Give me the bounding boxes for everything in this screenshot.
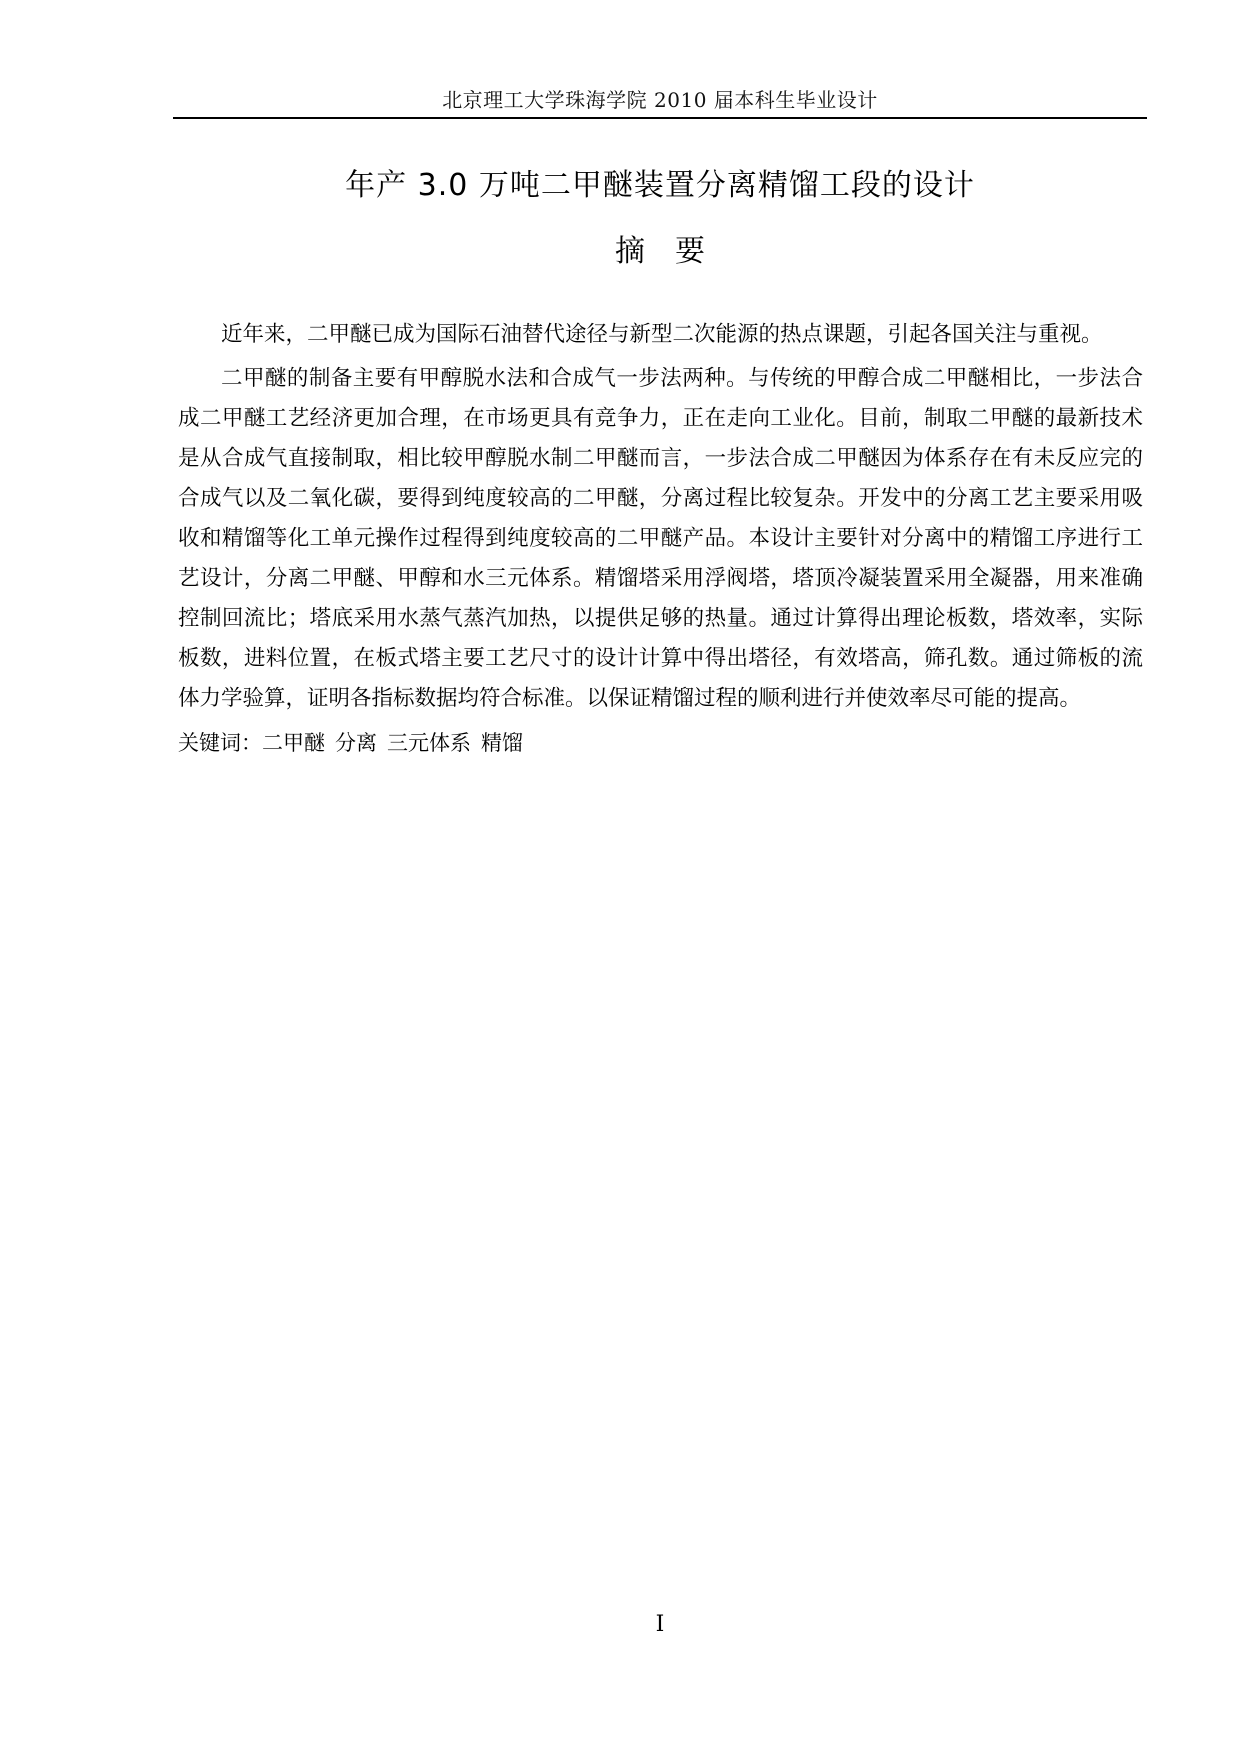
keyword-item: 二甲醚 xyxy=(262,731,325,755)
abstract-paragraph-2: 二甲醚的制备主要有甲醇脱水法和合成气一步法两种。与传统的甲醇合成二甲醚相比，一步法合成二甲醚工艺经济更加合理，在市场更具有竞争力，正在走向工业化。目前，制取二甲醚的最新技术是从合成气直接制取，相比较甲醇脱水制二甲醚而言，一步法合成二甲醚因为体系存在有未反应完的合成气以及二氧化碳，要得到纯度较高的二甲醚，分离过程比较复杂。开发中的分离工艺主要采用吸收和精馏等化工单元操作过程得到纯度较高的二甲醚产品。本设计主要针对分离中的精馏工序进行工艺设计，分离二甲醚、甲醇和水三元体系。精馏塔采用浮阀塔，塔顶冷凝装置采用全凝器，用来准确控制回流比；塔底采用水蒸气蒸汽加热，以提供足够的热量。通过计算得出理论板数，塔效率，实际板数，进料位置，在板式塔主要工艺尺寸的设计计算中得出塔径，有效塔高，筛孔数。通过筛板的流体力学验算，证明各指标数据均符合标准。以保证精馏过程的顺利进行并使效率尽可能的提高。 xyxy=(178,366,1143,711)
keyword-item: 分离 xyxy=(335,731,377,755)
keyword-item: 精馏 xyxy=(481,731,523,755)
abstract-body xyxy=(178,315,1143,763)
keyword-item: 三元体系 xyxy=(387,731,471,755)
running-header: 北京理工大学珠海学院 2010 届本科生毕业设计 xyxy=(442,88,878,112)
document-title: 年产 3.0 万吨二甲醚装置分离精馏工段的设计 xyxy=(345,168,975,203)
keywords-label: 关键词： xyxy=(178,731,262,755)
page-number: I xyxy=(655,1612,665,1637)
abstract-paragraph-1: 近年来，二甲醚已成为国际石油替代途径与新型二次能源的热点课题，引起各国关注与重视。 xyxy=(221,322,1103,347)
abstract-heading: 摘要 xyxy=(615,234,735,269)
header-rule xyxy=(173,117,1147,119)
keywords-line xyxy=(178,723,1143,763)
